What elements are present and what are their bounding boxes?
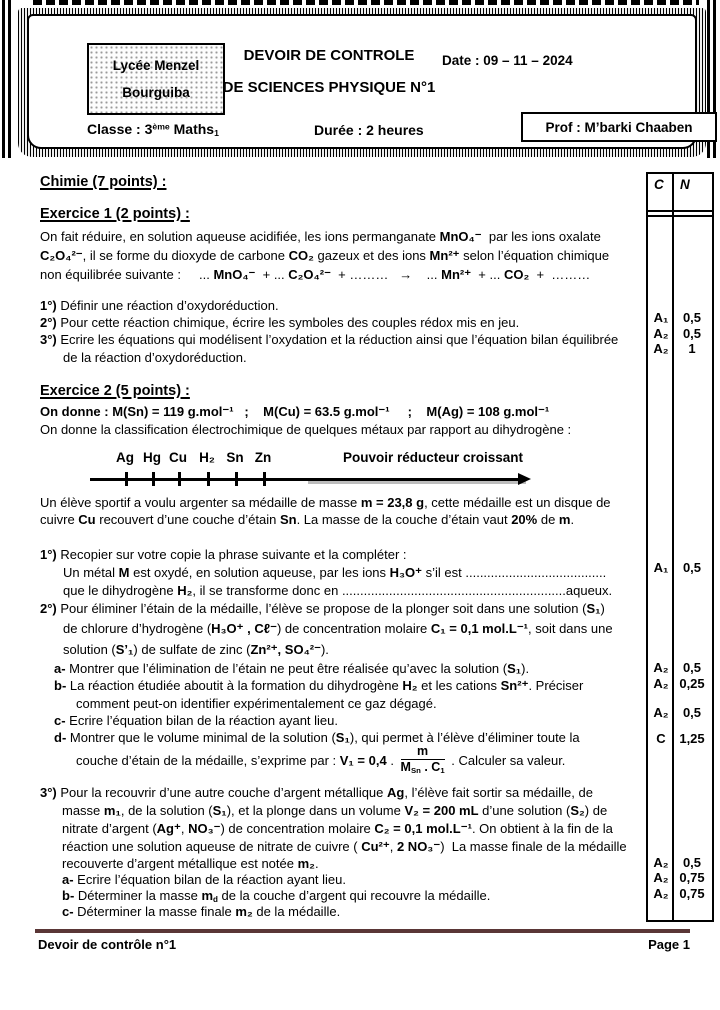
left-edge-bars bbox=[2, 0, 13, 158]
ex1-q3-cont: de la réaction d’oxydoréduction. bbox=[63, 350, 247, 365]
ex2-q2: 2°) Pour éliminer l’étain de la médaille, l’élève se propose de la plonger soit dans une solution (S₁) bbox=[40, 601, 605, 616]
ex2-q2d-formula: couche d’étain de la médaille, s’exprime par : V₁ = 0,4 . $\frac{m}{M_{Sn} . C_1}$ . Calculer sa valeur. bbox=[76, 744, 566, 775]
axis-tick bbox=[263, 472, 266, 486]
ex2-q3-cont2: nitrate d’argent (Ag⁺, NO₃⁻) de concentration molaire C₂ = 0,1 mol.L⁻¹. On obtient à la fin de la bbox=[62, 821, 613, 836]
ex2-q2a: a- Montrer que l’élimination de l’étain ne peut être réalisée qu’avec la solution (S₁). bbox=[54, 661, 530, 676]
marks-header-divider bbox=[648, 210, 712, 212]
marks-col-c-header: C bbox=[654, 177, 664, 192]
axis-element-h2: H₂ bbox=[199, 450, 215, 465]
footer-divider bbox=[35, 929, 690, 933]
exam-title-line2: DE SCIENCES PHYSIQUE N°1 bbox=[222, 79, 436, 96]
ex1-equation-line: non équilibrée suivante : ... MnO₄⁻ + ... C₂O₄²⁻ + ……… → ... Mn²⁺ + ... CO₂ + ……… bbox=[40, 267, 591, 282]
ex2-q3c: c- Déterminer la masse finale m₂ de la médaille. bbox=[62, 904, 341, 919]
marks-col-n-header: N bbox=[680, 177, 690, 192]
marks-header-divider bbox=[648, 215, 712, 217]
ex2-q1-blank2: que le dihydrogène H₂, il se transforme donc en ..............................................................aqueux. bbox=[63, 583, 613, 598]
mark-row: A₂ 0,5 bbox=[653, 326, 702, 341]
axis-tick bbox=[125, 472, 128, 486]
top-dashed-border bbox=[33, 0, 699, 5]
ex2-medal-line1: Un élève sportif a voulu argenter sa médaille de masse m = 23,8 g, cette médaille est un disque de bbox=[40, 495, 611, 510]
axis-label: Pouvoir réducteur croissant bbox=[343, 450, 524, 465]
mark-row: A₁ 0,5 bbox=[653, 560, 702, 575]
ex2-q1: 1°) Recopier sur votre copie la phrase suivante et la compléter : bbox=[40, 547, 407, 562]
axis-tick bbox=[152, 472, 155, 486]
duration-label: Durée : 2 heures bbox=[314, 122, 424, 138]
ex1-q3: 3°) Ecrire les équations qui modélisent l’oxydation et la réduction ainsi que l’équation bilan équilibrée bbox=[40, 332, 619, 347]
mark-row: A₂ 0,75 bbox=[653, 870, 705, 885]
exam-date: Date : 09 – 11 – 2024 bbox=[442, 53, 573, 68]
chimie-section-title: Chimie (7 points) : bbox=[40, 174, 167, 190]
mark-row: A₂ 0,5 bbox=[653, 660, 702, 675]
exam-title-line1: DEVOIR DE CONTROLE bbox=[243, 47, 415, 64]
axis-element-ag: Ag bbox=[116, 450, 134, 465]
axis-element-hg: Hg bbox=[143, 450, 161, 465]
exercice1-title: Exercice 1 (2 points) : bbox=[40, 206, 190, 222]
header-hatched-frame bbox=[18, 8, 706, 157]
ex1-intro-line1: On fait réduire, en solution aqueuse acidifiée, les ions permanganate MnO₄⁻ par les ions oxalate bbox=[40, 229, 601, 244]
mark-row: A₂ 0,75 bbox=[653, 886, 705, 901]
school-line2: Bourguiba bbox=[122, 85, 190, 101]
axis-element-sn: Sn bbox=[226, 450, 244, 465]
ex2-q2-cont1: de chlorure d’hydrogène (H₃O⁺ , Cℓ⁻) de concentration molaire C₁ = 0,1 mol.L⁻¹, soit dans une bbox=[63, 621, 613, 636]
axis-arrowhead-icon bbox=[518, 473, 531, 485]
footer-page-number: Page 1 bbox=[648, 937, 690, 952]
ex2-q3-cont4: recouverte d’argent métallique est notée m₂. bbox=[62, 856, 319, 871]
ex2-medal-line2: cuivre Cu recouvert d’une couche d’étain Sn. La masse de la couche d’étain vaut 20% de m. bbox=[40, 512, 575, 527]
axis-element-zn: Zn bbox=[254, 450, 272, 465]
header-box bbox=[27, 14, 697, 149]
axis-tick bbox=[178, 472, 181, 486]
marks-table bbox=[646, 172, 714, 922]
ex2-q3a: a- Ecrire l’équation bilan de la réaction ayant lieu. bbox=[62, 872, 347, 887]
ex2-molar-masses: On donne : M(Sn) = 119 g.mol⁻¹ ; M(Cu) = 63.5 g.mol⁻¹ ; M(Ag) = 108 g.mol⁻¹ bbox=[40, 404, 550, 419]
ex2-q2-cont2: solution (S’₁) de sulfate de zinc (Zn²⁺, SO₄²⁻). bbox=[63, 642, 329, 657]
professor-name: Prof : M’barki Chaaben bbox=[545, 119, 693, 135]
axis-tick bbox=[235, 472, 238, 486]
ex2-q2b: b- La réaction étudiée aboutit à la formation du dihydrogène H₂ et les cations Sn²⁺. Préciser bbox=[54, 678, 584, 693]
ex2-q3-cont1: masse m₁, de la solution (S₁), et la plonge dans un volume V₂ = 200 mL d’une solution (S₂) de bbox=[62, 803, 608, 818]
axis-line bbox=[90, 478, 520, 481]
professor-box bbox=[521, 112, 717, 142]
axis-element-cu: Cu bbox=[169, 450, 187, 465]
footer-document-title: Devoir de contrôle n°1 bbox=[38, 937, 177, 952]
ex2-q3: 3°) Pour la recouvrir d’une autre couche d’argent métallique Ag, l’élève fait sortir sa médaille, de bbox=[40, 785, 593, 800]
ex1-intro-line2: C₂O₄²⁻, il se forme du dioxyde de carbone CO₂ gazeux et des ions Mn²⁺ selon l’équation chimique bbox=[40, 248, 610, 263]
mark-row: A₂ 0,25 bbox=[653, 676, 705, 691]
ex2-q3b: b- Déterminer la masse $m_d$ de la couche d’argent qui recouvre la médaille. bbox=[62, 888, 491, 904]
mark-row: A₂ 0,5 bbox=[653, 705, 702, 720]
axis-tick bbox=[207, 472, 210, 486]
mark-row: A₂ 0,5 bbox=[653, 855, 702, 870]
ex2-q2c: c- Ecrire l’équation bilan de la réaction ayant lieu. bbox=[54, 713, 339, 728]
mark-row: C 1,25 bbox=[656, 731, 705, 746]
ex1-q2: 2°) Pour cette réaction chimique, écrire les symboles des couples rédox mis en jeu. bbox=[40, 315, 520, 330]
exercice2-title: Exercice 2 (5 points) : bbox=[40, 383, 190, 399]
ex2-q1-blank1: Un métal M est oxydé, en solution aqueuse, par les ions H₃O⁺ s’il est ....................................... bbox=[63, 565, 607, 580]
reducing-power-axis bbox=[40, 448, 640, 494]
mark-row: A₂ 1 bbox=[653, 341, 696, 356]
class-label: Classe : 3ème Maths$_1$ bbox=[87, 121, 219, 139]
school-line1: Lycée Menzel bbox=[112, 57, 200, 73]
mark-row: A₁ 0,5 bbox=[653, 310, 702, 325]
ex2-classification-intro: On donne la classification électrochimique de quelques métaux par rapport au dihydrogène : bbox=[40, 422, 572, 437]
ex1-q1: 1°) Définir une réaction d’oxydoréduction. bbox=[40, 298, 279, 313]
ex2-q2b-cont: comment peut-on identifier expérimentalement ce gaz dégagé. bbox=[76, 696, 437, 711]
ex2-q3-cont3: réaction une solution aqueuse de nitrate de cuivre ( Cu²⁺, 2 NO₃⁻) La masse finale de la médaille bbox=[62, 839, 627, 854]
ex2-q2d: d- Montrer que le volume minimal de la solution (S₁), qui permet à l’élève d’éliminer toute la bbox=[54, 730, 580, 745]
axis-shadow-line bbox=[308, 481, 526, 484]
